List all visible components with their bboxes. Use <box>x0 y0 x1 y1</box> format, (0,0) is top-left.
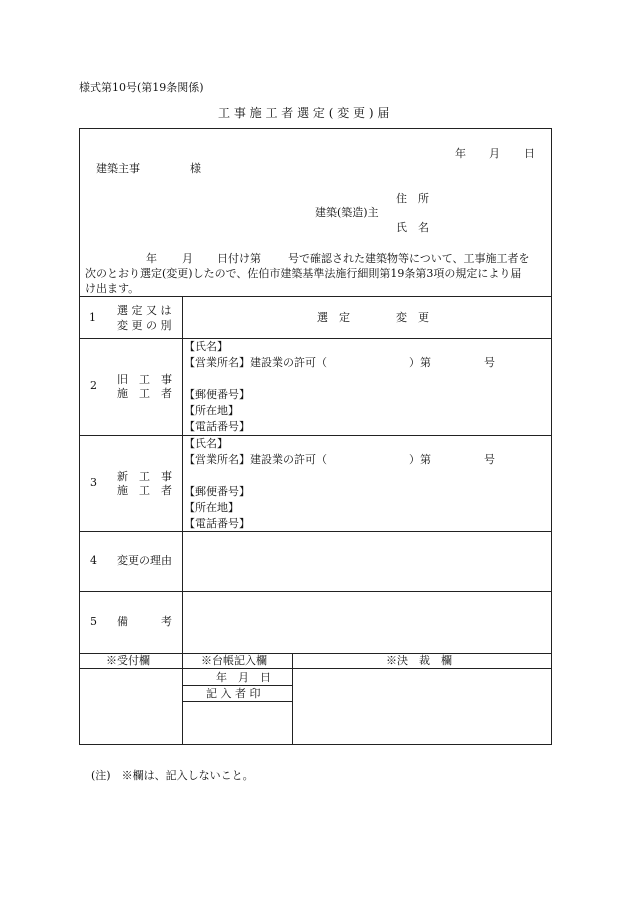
ledger-date-label: 年 月 日 <box>216 671 271 684</box>
old-contractor-permit-end: 号 <box>484 356 495 369</box>
addressee-honorific: 様 <box>190 162 201 175</box>
row-5-number: 5 <box>90 615 97 628</box>
row-1-label-line-2: 変 更 の 別 <box>117 319 172 332</box>
new-contractor-permit-mid: ）第 <box>409 453 431 466</box>
applicant-label: 建築(築造)主 <box>315 206 379 219</box>
old-contractor-name: 【氏名】 <box>184 340 228 353</box>
reception-column-header: ※受付欄 <box>106 654 150 667</box>
date-year-label: 年 <box>455 147 466 160</box>
change-option: 変 更 <box>396 311 429 324</box>
old-contractor-phone: 【電話番号】 <box>184 420 250 433</box>
page-title: 工 事 施 工 者 選 定 ( 変 更 ) 届 <box>218 106 390 120</box>
select-option: 選 定 <box>317 311 350 324</box>
new-contractor-postal: 【郵便番号】 <box>184 485 250 498</box>
new-contractor-address: 【所在地】 <box>184 501 239 514</box>
row-3-number: 3 <box>90 476 97 489</box>
body-line-2: 次のとおり選定(変更)したので、佐伯市建築基準法施行細則第19条第3項の規定により届 <box>85 267 522 280</box>
applicant-address-label: 住 所 <box>396 192 429 205</box>
row-5-label: 備 考 <box>117 615 172 628</box>
row-3-label-line-2: 施 工 者 <box>117 484 172 497</box>
old-contractor-postal: 【郵便番号】 <box>184 388 250 401</box>
old-contractor-address: 【所在地】 <box>184 404 239 417</box>
new-contractor-business: 【営業所名】建設業の許可（ <box>184 453 327 466</box>
body-day-number: 日付け第 <box>217 252 261 265</box>
form-number: 様式第10号(第19条関係) <box>79 81 204 94</box>
row-2-label-line-2: 施 工 者 <box>117 387 172 400</box>
old-contractor-permit-mid: ）第 <box>409 356 431 369</box>
row-1-label-line-1: 選 定 又 は <box>117 304 172 317</box>
ledger-recorder-label: 記 入 者 印 <box>206 687 261 700</box>
row-2-label-line-1: 旧 工 事 <box>117 373 172 386</box>
decision-column-header: ※決 裁 欄 <box>386 654 452 667</box>
row-1-number: 1 <box>89 311 96 324</box>
body-month: 月 <box>182 252 193 265</box>
addressee-label: 建築主事 <box>96 162 140 175</box>
footnote: (注) ※欄は、記入しないこと。 <box>91 769 254 782</box>
row-4-number: 4 <box>90 554 97 567</box>
body-line-1-rest: 号で確認された建築物等について、工事施工者を <box>288 252 530 265</box>
new-contractor-name: 【氏名】 <box>184 437 228 450</box>
row-4-label: 変更の理由 <box>117 554 172 567</box>
date-day-label: 日 <box>524 147 535 160</box>
form-table <box>79 128 552 745</box>
date-month-label: 月 <box>489 147 500 160</box>
body-line-3: け出ます。 <box>85 282 140 295</box>
new-contractor-phone: 【電話番号】 <box>184 517 250 530</box>
row-2-number: 2 <box>90 379 97 392</box>
ledger-column-header: ※台帳記入欄 <box>201 654 267 667</box>
row-3-label-line-1: 新 工 事 <box>117 470 172 483</box>
old-contractor-business: 【営業所名】建設業の許可（ <box>184 356 327 369</box>
applicant-name-label: 氏 名 <box>396 221 429 234</box>
body-year: 年 <box>146 252 157 265</box>
new-contractor-permit-end: 号 <box>484 453 495 466</box>
